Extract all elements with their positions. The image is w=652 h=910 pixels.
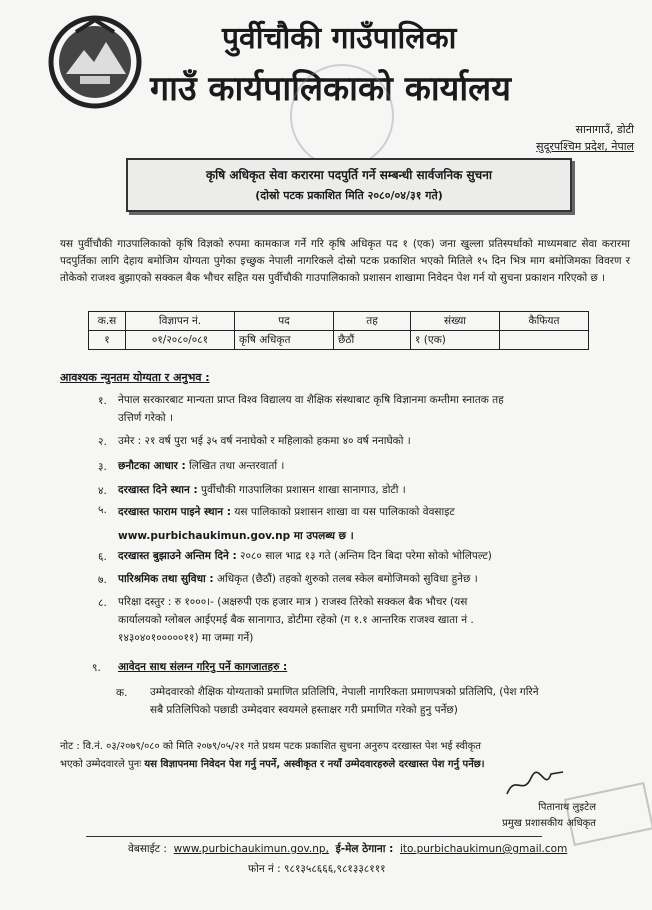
footnote-line: भएको उम्मेदवारले पुनः	[60, 759, 145, 770]
table-cell: ०१/२०८०/०८१	[126, 331, 235, 350]
item-number: ६.	[98, 551, 107, 563]
footnote-emphasis: यस विज्ञापनमा निवेदन पेश गर्नु नपर्ने, अस्वीकृत र नयाँ उम्मेदवारहरुले दरखास्त पेश गर्नु पर्नेछ।	[144, 759, 485, 770]
vacancy-table	[88, 311, 589, 350]
item-number: ३.	[98, 461, 107, 473]
item-text: परिक्षा दस्तुर : रु १०००।- (अक्षरुपी एक हजार मात्र ) राजस्व तिरेको सक्कल बैक भौचर (यस	[118, 596, 468, 608]
signatory-title: प्रमुख प्रशासकीय अधिकृत	[502, 818, 596, 829]
signatory-name: पितानाथ लुइटेल	[538, 802, 596, 813]
list-item	[118, 481, 406, 499]
address-locality: सानागाउँ, डोटी	[575, 123, 634, 136]
sub-item-number: क.	[116, 687, 128, 699]
website-link[interactable]: www.purbichaukimun.gov.np,	[173, 843, 329, 855]
item-label: दरखास्त बुझाउने अन्तिम दिने :	[118, 550, 237, 562]
item-text: अधिकृत (छैठौं) तहको शुरुको तलब स्केल बमोजिमको सुविधा हुनेछ ।	[216, 573, 478, 585]
col-header: क.स	[89, 312, 126, 331]
item-text: लिखित तथा अन्तरवार्ता ।	[189, 460, 285, 472]
footnote	[60, 738, 630, 774]
item-text: पुर्वीचौकी गाउपालिका प्रशासन शाखा सानागाउ, डोटी ।	[201, 484, 406, 496]
website-link-text: www.purbichaukimun.gov.np मा उपलब्ध छ ।	[118, 530, 354, 542]
item-label: दरखास्त फाराम पाइने स्थान :	[118, 506, 231, 518]
list-item	[118, 593, 628, 647]
item-number: २.	[98, 436, 107, 448]
footnote-line: नोट : वि.नं. ०३/२०७९/०८० को मिति २०७९/०५/२१ गते प्रथम पटक प्रकाशित सुचना अनुरुप दरखास्त पेश भई स्वीकृत	[60, 741, 482, 752]
address-province: सुदूरपश्चिम प्रदेश, नेपाल	[536, 140, 634, 153]
table-cell	[500, 331, 589, 350]
col-header: संख्या	[411, 312, 500, 331]
list-item	[118, 432, 411, 450]
table-cell: छैठौं	[334, 331, 411, 350]
nepal-emblem-logo	[36, 12, 154, 112]
contact-line	[128, 842, 567, 856]
table-cell: १	[89, 331, 126, 350]
signature-scribble	[505, 770, 565, 798]
qualification-heading: आवश्यक न्युनतम योग्यता र अनुभव :	[60, 371, 210, 384]
notice-subtitle: (दोस्रो पटक प्रकाशित मिति २०८०/०४/३१ गते)	[255, 189, 443, 202]
item-text-cont: उत्तिर्ण गरेको ।	[118, 412, 173, 424]
item-text-cont: कार्यालयको ग्लोबल आईएमई बैक सानागाउ, डोटीमा रहेको (ग १.१ आन्तरिक राजश्व खाता नं .	[118, 614, 474, 626]
col-header: विज्ञापन नं.	[126, 312, 235, 331]
item-number: ४.	[98, 485, 107, 497]
item-text-cont: १४३०४०१०००००११) मा जम्मा गर्ने)	[118, 632, 254, 644]
intro-paragraph: यस पुर्वीचौकी गाउपालिकाको कृषि विज्ञको रुपमा कामकाज गर्ने गरि कृषि अधिकृत पद १ (एक) जना खुल्ला प्रतिस्पर्धाको माध्यमबाट सेवा करारमा पदपुर्तिका लागि देहाय बमोजिम योग्यता पुगेका इच्छुक नेपाली नागरिकले दोस्रो पटक प्रकाशित भएको मितिले १५ दिन भित्र माग बमोजिमका विवरण र तोकेको राजश्व बुझाएको सक्कल बैक भौचर सहित यस पुर्वीचौकी गाउपालिकाको प्रशासन शाखामा निवेदन पेश गर्न यो सुचना प्रकाशन गरिएको छ ।	[60, 238, 630, 284]
table-cell: कृषि अधिकृत	[235, 331, 334, 350]
col-header: पद	[235, 312, 334, 331]
item-text: उम्मेदवारको शैक्षिक योग्यताको प्रमाणित प्रतिलिपि, नेपाली नागरिकता प्रमाणपत्रको प्रतिलिपि, (पेश गरिने	[150, 686, 539, 698]
item-number: ५.	[98, 504, 107, 516]
table-row	[89, 331, 589, 350]
signatory-block	[502, 800, 596, 832]
col-header: तह	[334, 312, 411, 331]
item-text: २०८० साल भाद्र १३ गते (अन्तिम दिन बिदा परेमा सोको भोलिपल्ट)	[240, 550, 492, 562]
municipality-name: पुर्वीचौकी गाउँपालिका	[222, 21, 457, 56]
item-label: पारिश्रमिक तथा सुविधा :	[118, 573, 214, 585]
notice-title-box	[126, 158, 572, 212]
phone-line: फोन नं : ९८१३५८६६६,९८१३३८१११	[248, 863, 386, 875]
email-link[interactable]: ito.purbichaukimun@gmail.com	[399, 843, 568, 855]
item-text: यस पालिकाको प्रशासन शाखा वा यस पालिकाको वेवसाइट	[234, 506, 455, 518]
list-item	[118, 500, 455, 548]
table-cell: १ (एक)	[411, 331, 500, 350]
website-label: वेबसाईट :	[128, 843, 167, 855]
item-number: ७.	[98, 574, 107, 586]
office-seal	[290, 64, 394, 168]
item-text-cont: सबै प्रतिलिपिको पछाडी उम्मेदवार स्वयमले हस्ताक्षर गरी प्रमाणित गरेको हुनु पर्नेछ)	[150, 704, 458, 716]
list-item	[118, 457, 284, 475]
list-item	[118, 570, 478, 588]
item-text: नेपाल सरकारबाट मान्यता प्राप्त विश्व विद्यालय वा शैक्षिक संस्थाबाट कृषि विज्ञानमा कम्तीमा स्नातक तह	[118, 394, 504, 406]
item-number: १.	[98, 395, 107, 407]
footer-divider	[86, 836, 542, 837]
list-item	[118, 391, 628, 427]
email-label: ई-मेल ठेगाना :	[335, 843, 394, 855]
item-label: आवेदन साथ संलग्न गरिनु पर्ने कागजातहरु :	[118, 661, 288, 673]
item-label: छनौटका आधार :	[118, 460, 186, 472]
item-number: ९.	[92, 662, 101, 674]
col-header: कैफियत	[500, 312, 589, 331]
table-header-row	[89, 312, 589, 331]
sub-list-item	[150, 683, 630, 719]
item-text: उमेर : २१ वर्ष पुरा भई ३५ वर्ष ननाघेको र महिलाको हकमा ४० वर्ष ननाघेको ।	[118, 435, 411, 447]
office-name: गाउँ कार्यपालिकाको कार्यालय	[150, 69, 511, 109]
notice-title: कृषि अधिकृत सेवा करारमा पदपुर्ति गर्ने सम्बन्धी सार्वजनिक सुचना	[205, 168, 493, 182]
item-label: दरखास्त दिने स्थान :	[118, 484, 198, 496]
list-item	[118, 547, 492, 565]
list-item	[118, 658, 287, 676]
item-number: ८.	[98, 597, 107, 609]
